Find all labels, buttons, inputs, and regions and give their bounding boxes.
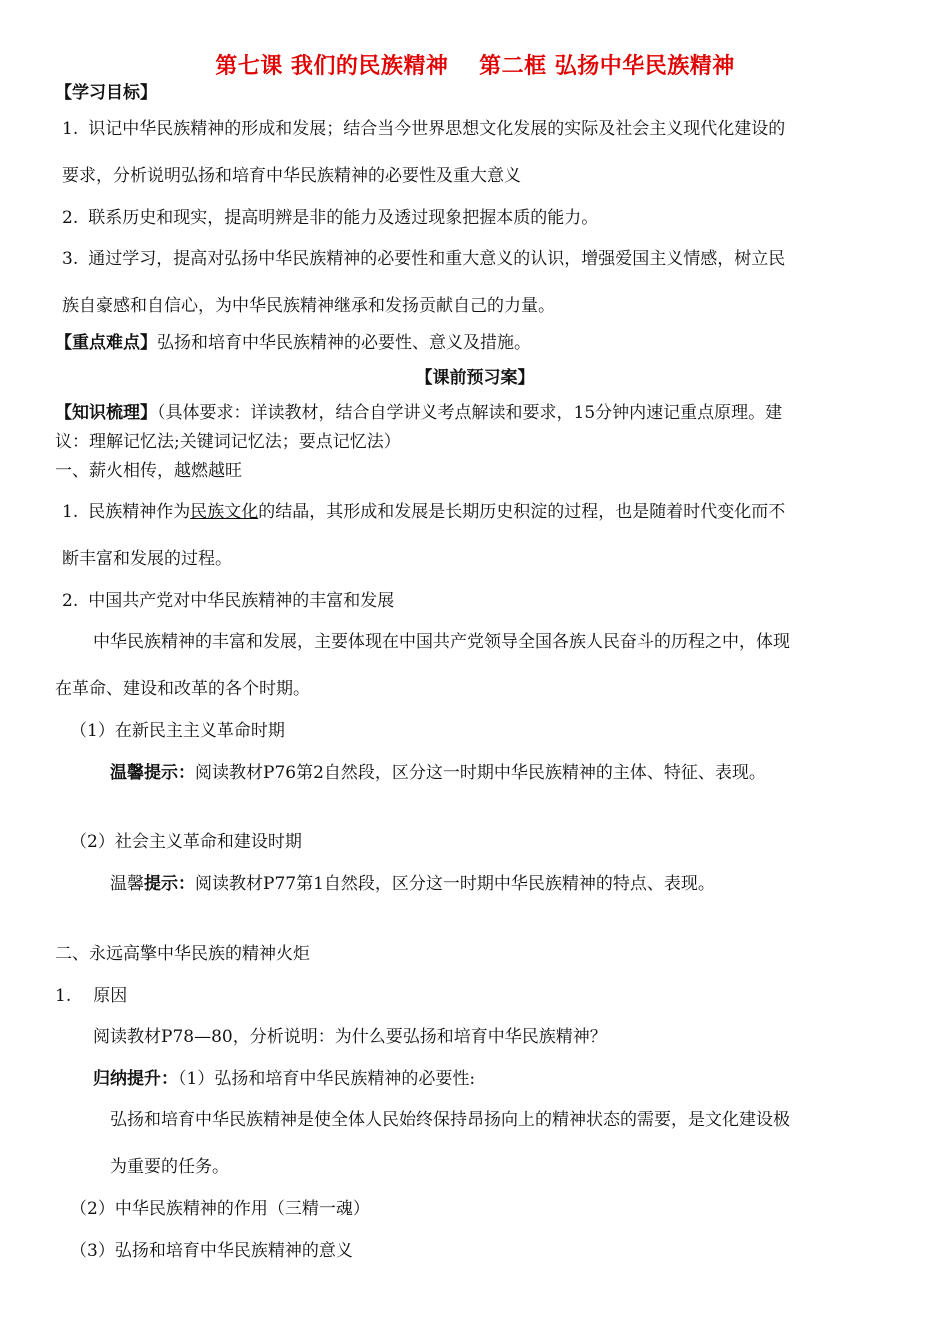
- section1-paragraph: 中华民族精神的丰富和发展，主要体现在中国共产党领导全国各族人民奋斗的历程之中，体现: [93, 632, 790, 652]
- tip-1-text: 阅读教材P76第2自然段，区分这一时期中华民族精神的主体、特征、表现。: [195, 763, 766, 783]
- section2-item-1-text: 原因: [93, 986, 128, 1006]
- section1-item-1-post: 的结晶，其形成和发展是长期历史积淀的过程，也是随着时代变化而不: [258, 502, 786, 522]
- section1-item-1: [62, 501, 785, 523]
- section1-item-2: [62, 590, 394, 612]
- goal-item-2-text: 联系历史和现实，提高明辨是非的能力及透过现象把握本质的能力。: [88, 208, 599, 228]
- goal-item-1-num: 1.: [62, 119, 79, 139]
- tip-2-label-b: 提示：: [144, 874, 195, 894]
- tip-2-label-a: 温馨: [110, 874, 144, 894]
- preview-heading: 【课前预习案】: [415, 368, 535, 388]
- key-points-heading: 【重点难点】: [55, 333, 157, 353]
- section1-heading: 一、薪火相传，越燃越旺: [55, 461, 242, 481]
- section2-read: 阅读教材P78—80，分析说明：为什么要弘扬和培育中华民族精神？: [93, 1027, 607, 1047]
- section2-item-1-num: 1.: [55, 986, 72, 1006]
- section1-item-2-num: 2.: [62, 591, 79, 611]
- key-points-text: 弘扬和培育中华民族精神的必要性、意义及措施。: [157, 333, 531, 353]
- section1-item-2-text: 中国共产党对中华民族精神的丰富和发展: [88, 591, 395, 611]
- section2-sub-3: （3）弘扬和培育中华民族精神的意义: [70, 1241, 353, 1261]
- goal-item-2: [62, 207, 598, 229]
- page-title: 第七课 我们的民族精神 第二框 弘扬中华民族精神: [215, 53, 735, 79]
- tip-1-label: 温馨提示：: [110, 763, 195, 783]
- summary-label: 归纳提升：: [93, 1069, 178, 1089]
- goal-item-1-text: 识记中华民族精神的形成和发展；结合当今世界思想文化发展的实际及社会主义现代化建设的: [88, 119, 786, 139]
- summary-paragraph: 弘扬和培育中华民族精神是使全体人民始终保持昂扬向上的精神状态的需要，是文化建设极: [110, 1110, 790, 1130]
- section2-item-1: [55, 985, 127, 1007]
- tip-1: [110, 762, 766, 784]
- goal-item-3-cont: 族自豪感和自信心，为中华民族精神继承和发扬贡献自己的力量。: [62, 296, 555, 316]
- section1-item-1-num: 1.: [62, 502, 79, 522]
- goal-item-1-cont: 要求，分析说明弘扬和培育中华民族精神的必要性及重大意义: [62, 166, 521, 186]
- goal-item-1: [62, 118, 785, 140]
- summary-paragraph-cont: 为重要的任务。: [110, 1157, 229, 1177]
- goal-item-3-text: 通过学习，提高对弘扬中华民族精神的必要性和重大意义的认识，增强爱国主义情感，树立民: [88, 249, 786, 269]
- section1-item-1-cont: 断丰富和发展的过程。: [62, 549, 232, 569]
- goal-item-3: [62, 248, 785, 270]
- section1-sub-2: （2）社会主义革命和建设时期: [70, 832, 302, 852]
- goal-item-3-num: 3.: [62, 249, 79, 269]
- section1-sub-1: （1）在新民主主义革命时期: [70, 721, 285, 741]
- knowledge-intro-cont: 议：理解记忆法;关键词记忆法；要点记忆法）: [55, 432, 401, 452]
- section1-item-1-underline: 民族文化: [190, 502, 259, 522]
- section1-item-1-pre: 民族精神作为: [88, 502, 191, 522]
- goals-heading: 【学习目标】: [55, 83, 157, 103]
- knowledge-heading: 【知识梳理】: [55, 403, 157, 423]
- section2-sub-2: （2）中华民族精神的作用（三精一魂）: [70, 1199, 370, 1219]
- tip-2: [110, 873, 715, 895]
- section2-heading: 二、永远高擎中华民族的精神火炬: [55, 944, 310, 964]
- tip-2-text: 阅读教材P77第1自然段，区分这一时期中华民族精神的特点、表现。: [195, 874, 715, 894]
- summary-text: （1）弘扬和培育中华民族精神的必要性:: [178, 1069, 476, 1089]
- key-points: [55, 332, 531, 354]
- goal-item-2-num: 2.: [62, 208, 79, 228]
- knowledge-intro: [55, 402, 782, 424]
- section1-paragraph-cont: 在革命、建设和改革的各个时期。: [55, 679, 310, 699]
- section2-summary: [93, 1068, 475, 1090]
- knowledge-intro-text: （具体要求：详读教材，结合自学讲义考点解读和要求，15分钟内速记重点原理。建: [157, 403, 783, 423]
